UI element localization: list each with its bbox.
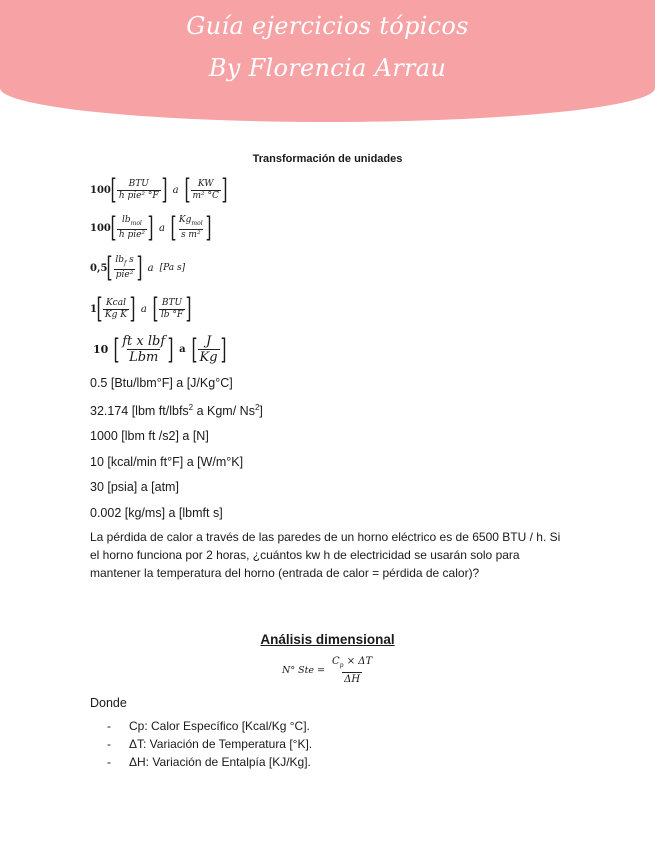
list-item: - Cp: Calor Específico [Kcal/Kg °C]. — [107, 719, 310, 733]
heat-loss-problem: La pérdida de calor a través de las paredes de un horno eléctrico es de 6500 BTU / h. Si el horno funciona por 2 horas, ¿cuántos kw h de electricidad se usarán solo para mantener la temperatura del horno (entrada de calor = pérdida de calor)? — [90, 530, 561, 580]
section-title-unit-transformation: Transformación de unidades — [252, 153, 403, 165]
exercise-5: 10 [ $\frac{\text{ft x lbf}}{\text{Lbm}}$ ] a [ $\frac{J}{Kg}$ ] — [93, 332, 227, 366]
donde-label: Donde — [90, 696, 127, 710]
coefficient: 100 — [90, 184, 111, 196]
exercise-4: 1 [ $\frac{\text{Kcal}}{\text{Kg K}}$ ] a [ $\frac{\text{BTU}}{lb ^\circ F}$ ] — [90, 292, 192, 325]
exercise-3: 0,5 [ $\frac{lb_f s}{\text{pie²}}$ ] a [Pa s] — [90, 251, 186, 284]
section-title-dimensional-analysis: Análisis dimensional — [260, 632, 395, 647]
fraction: $\frac{\text{BTU}}{lb ^\circ F}$ — [160, 297, 184, 320]
fraction: $\frac{C_p \times \Delta T}{\Delta H}$ — [332, 656, 373, 685]
fraction: $\frac{lb_{mol}}{\text{h pie²}}$ — [118, 215, 146, 240]
exercise-2: 100 [ $\frac{lb_{mol}}{\text{h pie²}}$ ] a [ $\frac{Kg_{mol}}{\text{s m²}}$ ] — [90, 211, 212, 244]
fraction: $\frac{\text{ft x lbf}}{\text{Lbm}}$ — [122, 334, 166, 365]
fraction: $\frac{Kg_{mol}}{\text{s m²}}$ — [178, 215, 203, 240]
fraction: $\frac{lb_f s}{\text{pie²}}$ — [115, 255, 134, 280]
exercise-8: 1000 [lbm ft /s2] a [N] — [90, 429, 209, 443]
header-title: Guía ejercicios tópicos — [186, 12, 469, 40]
header-banner — [0, 0, 655, 122]
fraction: $\frac{J}{Kg}$ — [199, 334, 218, 365]
fraction: $\frac{\text{Kcal}}{\text{Kg K}}$ — [104, 297, 127, 320]
exercise-10: 30 [psia] a [atm] — [90, 480, 179, 494]
exercise-11: 0.002 [kg/ms] a [lbmft s] — [90, 506, 223, 520]
exercise-1: 100 [ $\frac{\text{BTU}}{\text{h pie² °F}}$ ] a [ $\frac{KW}{\text{m² °C}}$ ] — [90, 173, 228, 206]
list-item: - ΔT: Variación de Temperatura [°K]. — [107, 737, 313, 751]
exercise-7: 32.174 [lbm ft/lbfs$^2$ a Kgm/ Ns$^2$] — [90, 403, 263, 419]
exercise-9: 10 [kcal/min ft°F] a [W/m°K] — [90, 455, 244, 469]
header-author: By Florencia Arrau — [208, 54, 447, 82]
stefan-number-equation: N° Ste = $\frac{C_p \times \Delta T}{\Delta H}$ — [282, 656, 373, 685]
fraction: $\frac{\text{BTU}}{\text{h pie² °F}}$ — [118, 178, 159, 201]
list-item: - ΔH: Variación de Entalpía [KJ/Kg]. — [107, 755, 311, 769]
fraction: $\frac{KW}{\text{m² °C}}$ — [192, 178, 219, 201]
exercise-6: 0.5 [Btu/lbm°F] a [J/Kg°C] — [90, 376, 233, 390]
